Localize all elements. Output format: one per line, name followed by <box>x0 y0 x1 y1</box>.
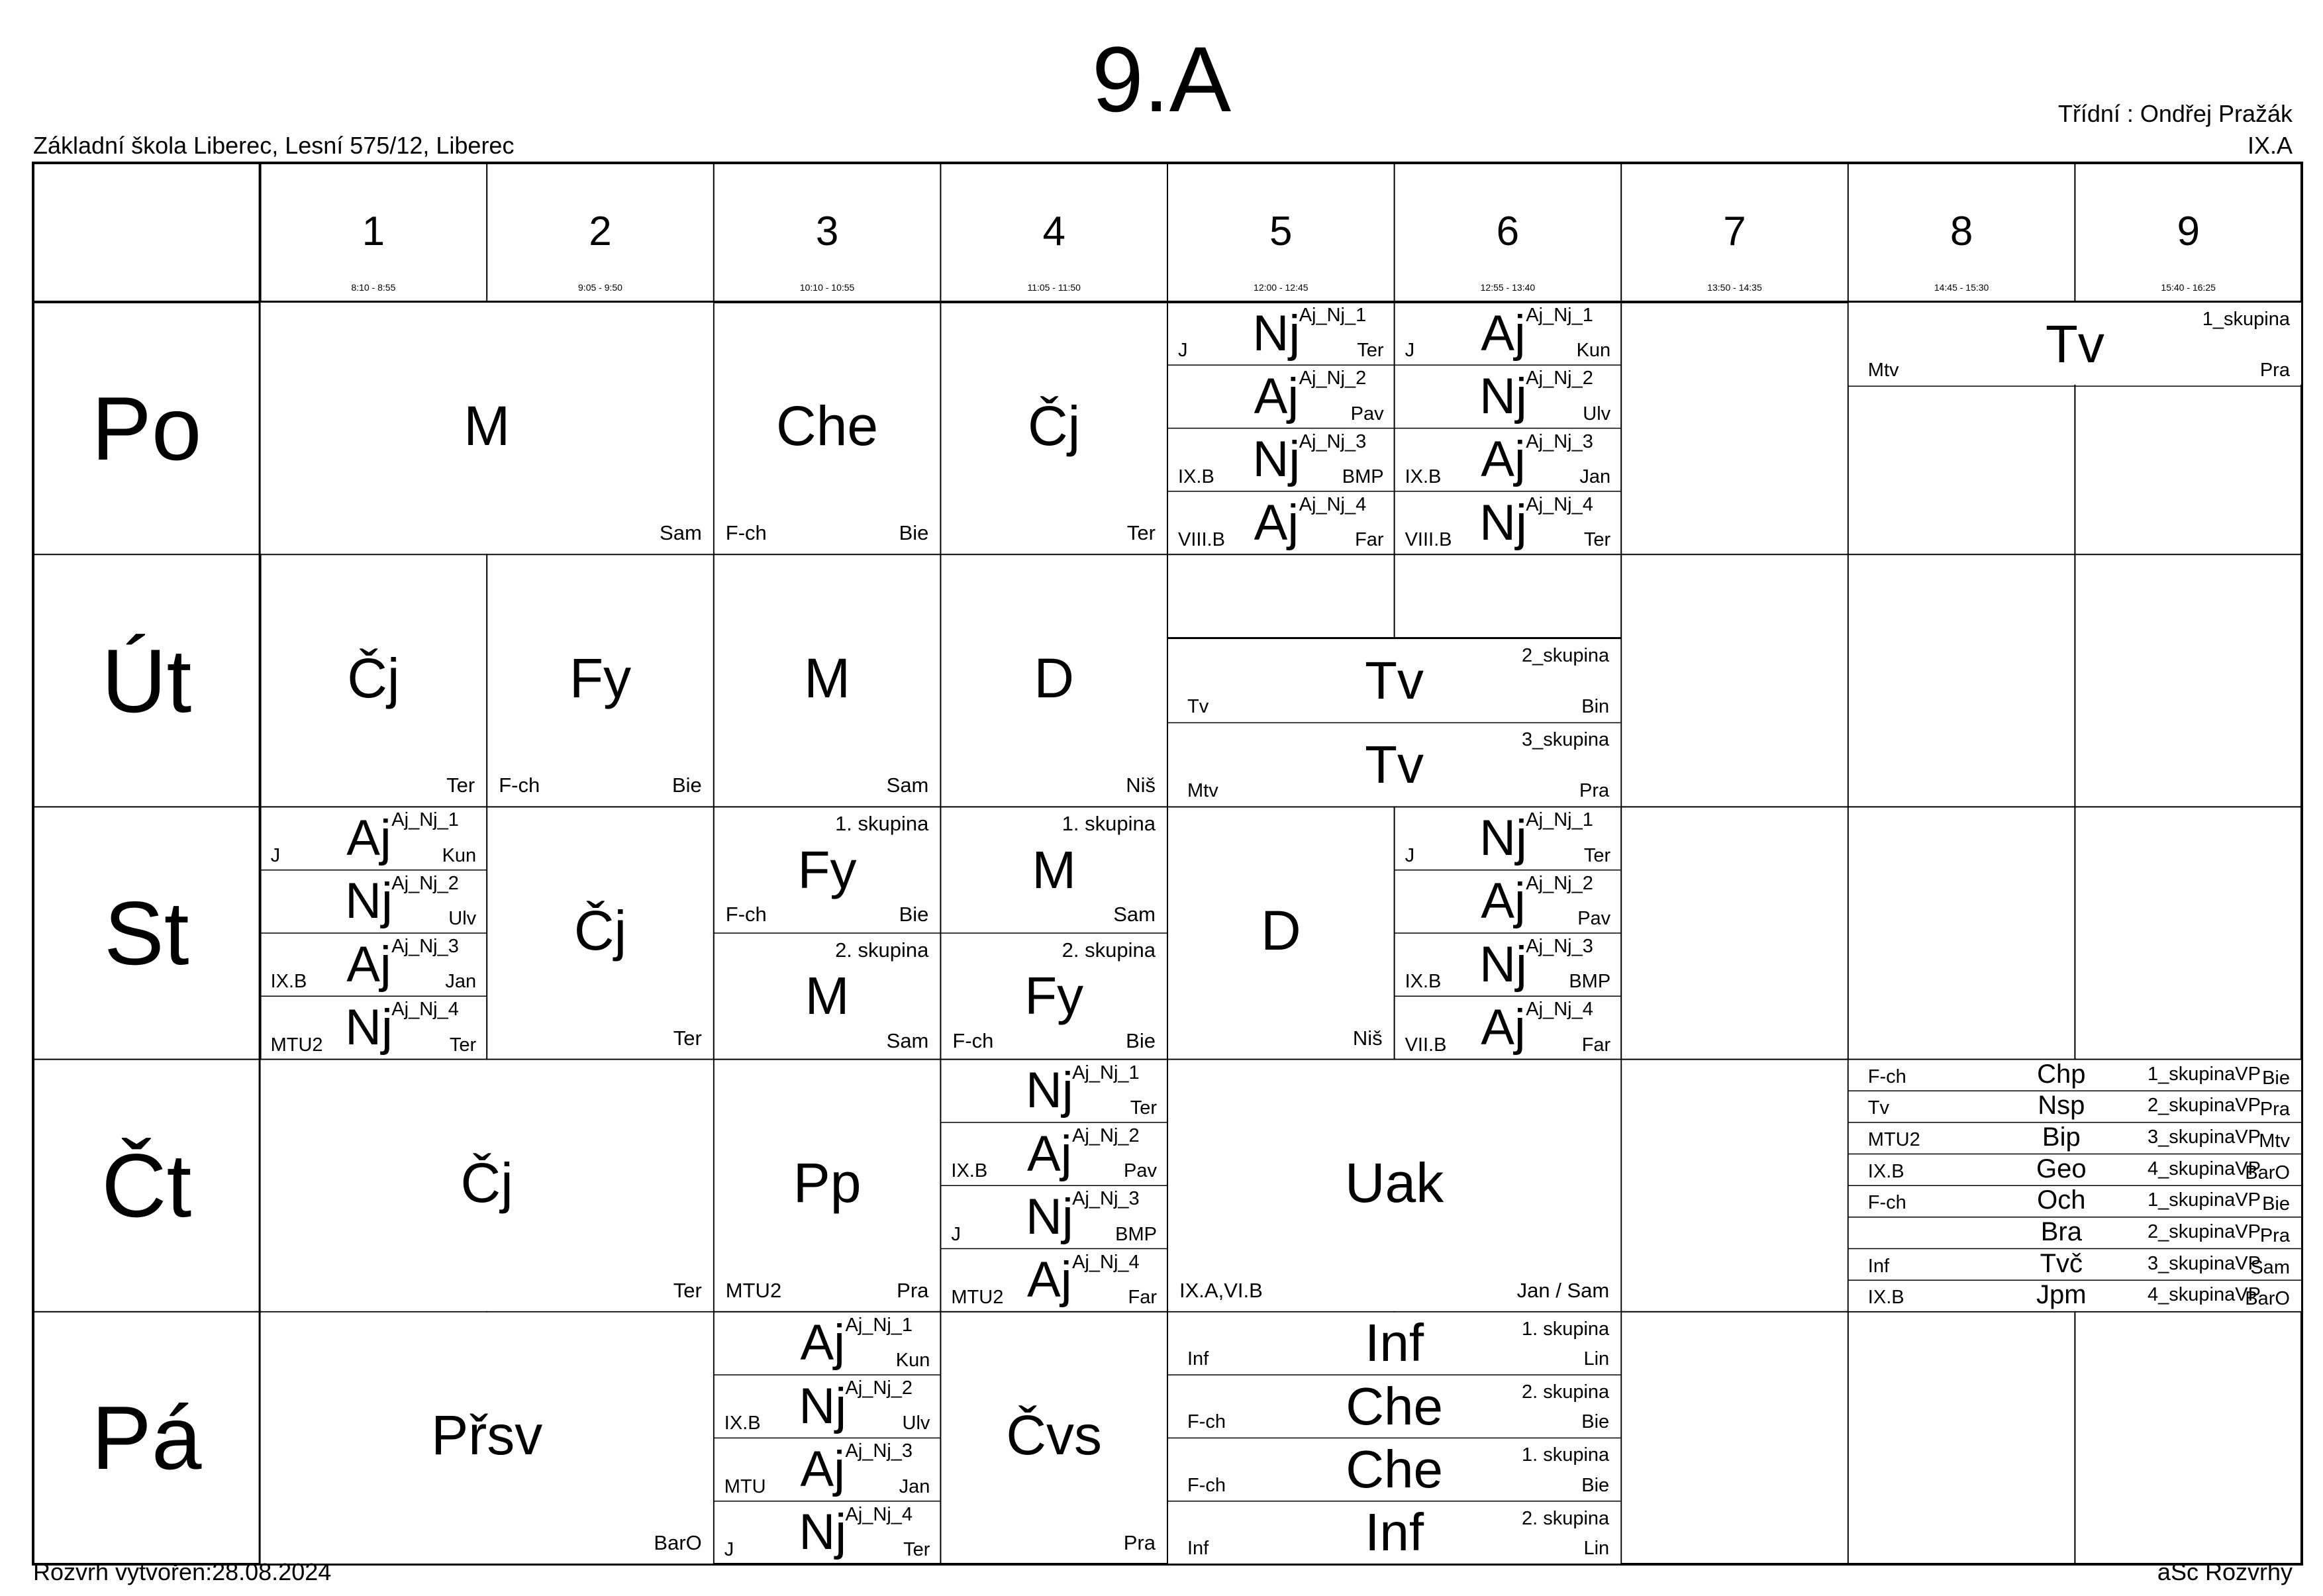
lesson-room: F-ch <box>1187 1411 1226 1433</box>
lesson-room: J <box>1405 844 1415 866</box>
lesson-teacher: Bie <box>899 521 929 545</box>
lesson-subject: Tv <box>1365 650 1424 710</box>
lesson-teacher: Ter <box>903 1539 930 1560</box>
lesson-teacher: Lin <box>1583 1538 1610 1559</box>
lesson-teacher: Pav <box>1350 403 1384 424</box>
lesson-room: F-ch <box>499 773 540 797</box>
lesson-room: J <box>270 844 281 866</box>
lesson-group: 2_skupinaVP <box>2148 1095 2261 1117</box>
period-time: 13:50 - 14:35 <box>1707 282 1762 293</box>
lesson-group: Aj_Nj_3 <box>1299 430 1367 452</box>
lesson-room: IX.B <box>1867 1160 1904 1182</box>
period-number: 1 <box>362 209 385 254</box>
lesson-group: Aj_Nj_2 <box>1072 1124 1140 1146</box>
lesson-subject: Chp <box>2037 1059 2086 1089</box>
lesson-group: 1. skupina <box>1521 1318 1610 1340</box>
lesson-room: MTU <box>724 1475 766 1497</box>
day-label: Čt <box>101 1135 192 1236</box>
period-number: 6 <box>1496 209 1520 254</box>
lesson-subject: Nj <box>799 1377 847 1434</box>
lesson-teacher: Niš <box>1352 1026 1383 1050</box>
lesson-room: F-ch <box>1187 1474 1226 1496</box>
lesson-subject: Čj <box>460 1152 513 1215</box>
lesson-subject: M <box>464 394 511 457</box>
period-number: 9 <box>2177 209 2200 254</box>
lesson-subject: Che <box>776 394 879 457</box>
lesson-room: Mtv <box>1867 360 1899 381</box>
lesson-subject: Aj <box>1481 431 1526 488</box>
lesson-teacher: Pra <box>2259 360 2290 381</box>
lesson-subject: Aj <box>1254 494 1299 551</box>
lesson-teacher: Pra <box>1123 1531 1156 1554</box>
lesson-subject: Nj <box>1025 1062 1073 1119</box>
lesson-subject: Tv <box>1365 734 1424 794</box>
lesson-group: 3_skupinaVP <box>2148 1126 2261 1148</box>
period-number: 2 <box>589 209 612 254</box>
lesson-subject: Fy <box>797 840 857 899</box>
lesson-teacher: BarO <box>2245 1288 2290 1310</box>
lesson-group: 1. skupina <box>1062 812 1156 836</box>
lesson-subject: M <box>805 966 850 1026</box>
lesson-subject: Nj <box>1025 1188 1073 1245</box>
period-time: 9:05 - 9:50 <box>578 282 622 293</box>
lesson-teacher: Ulv <box>1583 403 1611 424</box>
page-title: 9.A <box>1091 27 1232 131</box>
lesson-room: J <box>951 1223 961 1245</box>
lesson-subject: Nsp <box>2038 1091 2085 1121</box>
lesson-room: J <box>724 1539 734 1560</box>
school-name: Základní škola Liberec, Lesní 575/12, Liberec <box>33 132 515 159</box>
lesson-group: 2. skupina <box>1062 938 1156 962</box>
lesson-group: 2. skupina <box>835 938 929 962</box>
lesson-subject: Aj <box>800 1315 846 1372</box>
lesson-room: Tv <box>1867 1097 1890 1119</box>
lesson-teacher: BarO <box>654 1531 702 1554</box>
lesson-group: Aj_Nj_1 <box>1526 305 1593 326</box>
lesson-teacher: BMP <box>1569 971 1611 993</box>
lesson-teacher: Bie <box>671 773 702 797</box>
lesson-group: Aj_Nj_2 <box>391 872 459 894</box>
lesson-group: Aj_Nj_4 <box>1072 1251 1140 1273</box>
lesson-subject: Inf <box>1365 1313 1424 1373</box>
lesson-room: F-ch <box>1867 1066 1906 1087</box>
lesson-subject: Čvs <box>1006 1404 1103 1467</box>
lesson-teacher: Jan <box>899 1475 930 1497</box>
lesson-room: F-ch <box>725 903 767 926</box>
period-number: 3 <box>815 209 839 254</box>
lesson-teacher: Ter <box>673 1026 702 1050</box>
lesson-group: Aj_Nj_1 <box>1072 1062 1140 1083</box>
period-number: 4 <box>1042 209 1065 254</box>
lesson-teacher: Jan <box>445 971 477 993</box>
lesson-group: Aj_Nj_2 <box>1526 368 1593 389</box>
lesson-subject: Tv <box>2045 314 2104 374</box>
lesson-teacher: Jan / Sam <box>1516 1278 1610 1302</box>
lesson-subject: Che <box>1346 1440 1443 1499</box>
lesson-group: Aj_Nj_4 <box>1526 493 1593 515</box>
lesson-teacher: Bie <box>2262 1193 2290 1215</box>
lesson-teacher: Kun <box>895 1350 930 1372</box>
lesson-room: MTU2 <box>270 1034 323 1056</box>
lesson-group: Aj_Nj_1 <box>845 1314 913 1336</box>
lesson-room: MTU2 <box>1867 1128 1920 1150</box>
lesson-teacher: Kun <box>1576 340 1611 362</box>
lesson-subject: Přsv <box>431 1404 543 1467</box>
lesson-subject: Nj <box>345 873 393 930</box>
lesson-subject: Jpm <box>2036 1280 2087 1310</box>
lesson-group: 4_skupinaVP <box>2148 1158 2261 1179</box>
class-code: IX.A <box>2247 132 2293 159</box>
period-time: 11:05 - 11:50 <box>1027 282 1081 293</box>
lesson-group: Aj_Nj_4 <box>1526 999 1593 1021</box>
lesson-group: 2_skupinaVP <box>2148 1221 2261 1242</box>
lesson-subject: Nj <box>1252 305 1301 362</box>
lesson-subject: Čj <box>1028 394 1081 457</box>
lesson-subject: Nj <box>1252 431 1301 488</box>
lesson-group: Aj_Nj_4 <box>391 999 459 1021</box>
lesson-teacher: Bie <box>1581 1411 1610 1433</box>
day-label: Út <box>101 630 192 731</box>
lesson-teacher: Sam <box>1113 903 1156 926</box>
lesson-teacher: Bie <box>1581 1474 1610 1496</box>
lesson-room: Tv <box>1187 696 1209 718</box>
lesson-room <box>1868 1222 2001 1245</box>
lesson-subject: Inf <box>1365 1503 1424 1562</box>
lesson-room: IX.B <box>1867 1287 1904 1309</box>
lesson-group: Aj_Nj_3 <box>845 1440 913 1462</box>
lesson-subject: Nj <box>799 1504 847 1561</box>
lesson-room: MTU2 <box>725 1278 782 1302</box>
period-number: 7 <box>1723 209 1746 254</box>
lesson-subject: Čj <box>347 646 400 709</box>
lesson-subject: Tvč <box>2040 1248 2083 1278</box>
lesson-teacher: Ulv <box>902 1413 930 1434</box>
period-time: 10:10 - 10:55 <box>799 282 855 293</box>
lesson-subject: Pp <box>793 1152 862 1215</box>
lesson-subject: Fy <box>1024 966 1084 1026</box>
period-number: 5 <box>1269 209 1293 254</box>
lesson-teacher: Ulv <box>448 908 477 929</box>
lesson-group: Aj_Nj_3 <box>1526 936 1593 957</box>
lesson-subject: Aj <box>1481 305 1526 362</box>
period-time: 15:40 - 16:25 <box>2161 282 2216 293</box>
lesson-group: Aj_Nj_2 <box>1526 872 1593 894</box>
lesson-subject: Geo <box>2036 1154 2087 1183</box>
lesson-room: F-ch <box>952 1028 994 1052</box>
created-date: Rozvrh vytvořen:28.08.2024 <box>33 1558 332 1585</box>
lesson-subject: Och <box>2037 1185 2086 1215</box>
lesson-room: F-ch <box>1867 1192 1906 1214</box>
lesson-subject: D <box>1260 899 1301 962</box>
lesson-teacher: BMP <box>1342 466 1384 487</box>
lesson-group: Aj_Nj_1 <box>391 809 459 831</box>
lesson-teacher: Sam <box>2250 1256 2290 1278</box>
lesson-group: 1_skupinaVP <box>2148 1063 2261 1085</box>
lesson-room: IX.A,VI.B <box>1179 1278 1263 1302</box>
lesson-teacher: Pra <box>2259 1099 2290 1121</box>
lesson-teacher: Pra <box>2259 1224 2290 1246</box>
lesson-group: 1. skupina <box>1521 1444 1610 1466</box>
lesson-subject: Nj <box>1479 810 1527 867</box>
lesson-room: J <box>1178 340 1188 362</box>
lesson-room: IX.B <box>1405 466 1442 487</box>
lesson-group: 2. skupina <box>1521 1381 1610 1403</box>
lesson-room: Inf <box>1187 1348 1209 1370</box>
lesson-room: IX.B <box>1405 971 1442 993</box>
lesson-subject: Aj <box>1481 999 1526 1056</box>
lesson-subject: Nj <box>1479 936 1527 993</box>
lesson-group: Aj_Nj_2 <box>845 1377 913 1399</box>
lesson-subject: Bra <box>2040 1217 2082 1246</box>
lesson-room: Mtv <box>1187 780 1218 802</box>
lesson-group: Aj_Nj_1 <box>1299 305 1367 326</box>
lesson-teacher: Ter <box>446 773 475 797</box>
lesson-room: VIII.B <box>1405 529 1452 551</box>
lesson-subject: M <box>1032 840 1076 899</box>
lesson-group: Aj_Nj_2 <box>1299 368 1367 389</box>
lesson-teacher: Bin <box>1581 696 1610 718</box>
lesson-teacher: Ter <box>673 1278 702 1302</box>
lesson-room: IX.B <box>724 1413 761 1434</box>
lesson-teacher: Sam <box>660 521 702 545</box>
period-time: 12:55 - 13:40 <box>1480 282 1536 293</box>
lesson-subject: M <box>804 646 851 709</box>
lesson-subject: Fy <box>569 646 632 709</box>
lesson-group: 2_skupina <box>1521 645 1610 667</box>
lesson-group: Aj_Nj_4 <box>845 1503 913 1525</box>
lesson-teacher: Niš <box>1126 773 1156 797</box>
lesson-subject: Nj <box>345 999 393 1056</box>
lesson-teacher: Far <box>1581 1034 1611 1056</box>
lesson-group: 1. skupina <box>835 812 929 836</box>
lesson-group: Aj_Nj_3 <box>1072 1188 1140 1210</box>
lesson-teacher: Pra <box>897 1278 929 1302</box>
lesson-group: 1_skupinaVP <box>2148 1189 2261 1211</box>
lesson-group: 2. skupina <box>1521 1507 1610 1529</box>
lesson-room: Inf <box>1867 1255 1890 1277</box>
lesson-subject: Bip <box>2042 1122 2081 1152</box>
lesson-subject: Uak <box>1344 1152 1444 1215</box>
lesson-group: 4_skupinaVP <box>2148 1284 2261 1306</box>
period-time: 12:00 - 12:45 <box>1254 282 1309 293</box>
lesson-subject: Aj <box>1027 1252 1072 1309</box>
lesson-teacher: Ter <box>1583 529 1611 551</box>
lesson-room: Inf <box>1187 1538 1209 1559</box>
lesson-room: VII.B <box>1405 1034 1447 1056</box>
lesson-subject: Aj <box>346 810 391 867</box>
lesson-teacher: Far <box>1355 529 1384 551</box>
lesson-subject: Aj <box>1481 873 1526 930</box>
lesson-teacher: Bie <box>2262 1067 2290 1089</box>
lesson-subject: Nj <box>1479 368 1527 424</box>
lesson-teacher: Lin <box>1583 1348 1610 1370</box>
lesson-teacher: Ter <box>1583 844 1611 866</box>
lesson-room: IX.B <box>270 971 307 993</box>
lesson-teacher: Mtv <box>2259 1130 2290 1152</box>
lesson-room: IX.B <box>951 1160 988 1182</box>
brand-footer: aSc Rozvrhy <box>2157 1558 2293 1585</box>
lesson-teacher: Far <box>1128 1286 1157 1308</box>
lesson-group: Aj_Nj_3 <box>1526 430 1593 452</box>
lesson-room: IX.B <box>1178 466 1214 487</box>
lesson-teacher: BMP <box>1115 1223 1157 1245</box>
day-label: Po <box>91 377 202 479</box>
lesson-group: 3_skupinaVP <box>2148 1252 2261 1274</box>
class-teacher: Třídní : Ondřej Pražák <box>2057 100 2293 127</box>
lesson-subject: Čj <box>573 899 627 962</box>
lesson-room: VIII.B <box>1178 529 1225 551</box>
lesson-subject: Che <box>1346 1376 1443 1436</box>
period-time: 8:10 - 8:55 <box>351 282 396 293</box>
lesson-teacher: Sam <box>886 1028 929 1052</box>
lesson-teacher: Jan <box>1579 466 1611 487</box>
lesson-room: F-ch <box>725 521 767 545</box>
lesson-group: Aj_Nj_1 <box>1526 809 1593 831</box>
lesson-teacher: Ter <box>1357 340 1384 362</box>
lesson-teacher: Ter <box>1130 1097 1157 1119</box>
lesson-room: J <box>1405 340 1415 362</box>
lesson-subject: Aj <box>346 936 391 993</box>
lesson-teacher: Pav <box>1577 908 1611 929</box>
lesson-room: MTU2 <box>951 1286 1004 1308</box>
lesson-group: Aj_Nj_3 <box>391 936 459 957</box>
period-time: 14:45 - 15:30 <box>1934 282 1989 293</box>
lesson-teacher: Bie <box>1126 1028 1156 1052</box>
period-number: 8 <box>1950 209 1973 254</box>
lesson-teacher: Ter <box>449 1034 477 1056</box>
lesson-teacher: Kun <box>442 844 477 866</box>
lesson-teacher: BarO <box>2245 1162 2290 1183</box>
lesson-group: 1_skupina <box>2202 309 2290 330</box>
lesson-subject: Aj <box>800 1441 846 1498</box>
lesson-subject: Nj <box>1479 494 1527 551</box>
lesson-teacher: Ter <box>1126 521 1156 545</box>
day-label: St <box>104 883 189 983</box>
lesson-teacher: Pav <box>1124 1160 1157 1182</box>
lesson-teacher: Bie <box>899 903 929 926</box>
day-label: Pá <box>91 1387 202 1489</box>
lesson-subject: Aj <box>1027 1125 1072 1182</box>
lesson-subject: Aj <box>1254 368 1299 424</box>
lesson-teacher: Sam <box>886 773 929 797</box>
lesson-group: 3_skupina <box>1521 729 1610 751</box>
lesson-subject: D <box>1034 646 1075 709</box>
lesson-group: Aj_Nj_4 <box>1299 493 1367 515</box>
lesson-teacher: Pra <box>1579 780 1610 802</box>
